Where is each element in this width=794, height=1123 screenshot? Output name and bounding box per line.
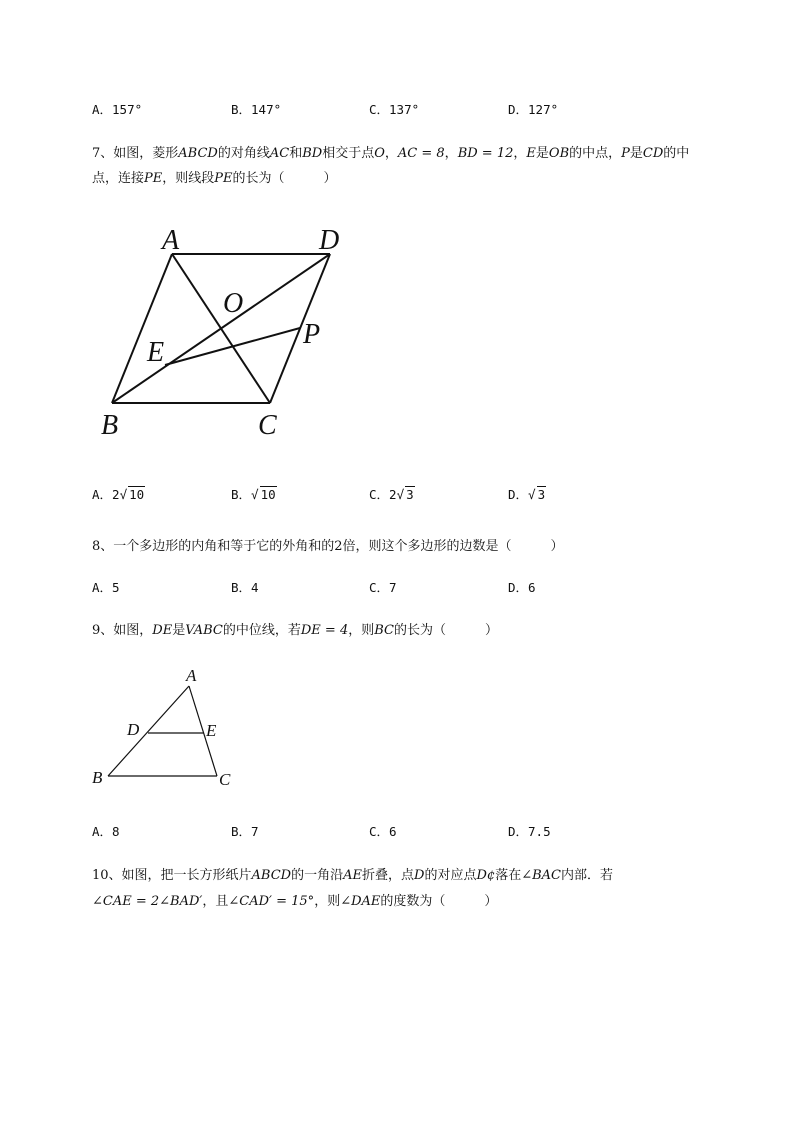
math-cd: CD (642, 146, 664, 161)
q8-option-a (92, 578, 120, 596)
label-b: B (92, 768, 103, 787)
text: ， (384, 146, 398, 161)
q6-option-b (231, 100, 281, 118)
q8-option-b (231, 578, 259, 596)
q9-option-d (508, 822, 551, 840)
text: 的度数为（ ） (380, 894, 498, 909)
option-letter: B． (231, 580, 252, 595)
math-abcd: ABCD (251, 868, 292, 883)
option-value: 127° (528, 102, 559, 117)
text: ，则 (314, 894, 341, 909)
q7-stem-line2 (92, 167, 337, 186)
math-d-prime: D¢ (476, 868, 496, 883)
text: 10、如图，把一长方形纸片 (92, 868, 252, 883)
edge-ab (108, 686, 189, 776)
label-c: C (258, 410, 277, 441)
sqrt-icon: √ (251, 487, 259, 502)
text: 落在 (495, 868, 522, 883)
math-abcd: ABCD (178, 146, 218, 161)
math-bd-eq: BD = 12 (457, 146, 514, 161)
label-d: D (319, 225, 340, 256)
option-radicand: 10 (260, 487, 276, 502)
option-letter: B． (231, 102, 252, 117)
q7-option-b (231, 485, 277, 503)
q9-triangle-figure (88, 664, 248, 794)
option-letter: B． (231, 824, 252, 839)
label-e: E (206, 721, 217, 740)
option-radicand: 10 (129, 487, 145, 502)
text: 相交于点 (322, 146, 375, 161)
sqrt-icon: √ (119, 487, 128, 502)
math-angle-bac: ∠BAC (521, 868, 561, 883)
q8-option-c (369, 578, 397, 596)
text: 折叠，点 (362, 868, 415, 883)
math-pe: PE (144, 171, 163, 186)
math-e: E (526, 146, 536, 161)
sqrt-icon: √ (396, 487, 405, 502)
q9-option-b (231, 822, 259, 840)
math-angle-cae-eq: ∠CAE = 2∠BAD′ (92, 894, 203, 909)
q7-option-c (369, 485, 415, 503)
q6-option-a (92, 100, 142, 118)
q9-option-c (369, 822, 397, 840)
text: 内部．若 (560, 868, 613, 883)
option-letter: A． (92, 487, 113, 502)
option-value: 8 (112, 824, 120, 839)
q7-rhombus-figure (95, 222, 355, 442)
text: 点，连接 (92, 171, 145, 186)
q7-option-a (92, 485, 145, 503)
option-coef: 2 (112, 487, 120, 502)
text: 的中 (663, 146, 690, 161)
text: 和 (289, 146, 303, 161)
text: ， (444, 146, 458, 161)
q8-option-d (508, 578, 536, 596)
math-ob: OB (548, 146, 570, 161)
option-value: 6 (528, 580, 536, 595)
math-angle-cad-eq: ∠CAD′ = 15° (228, 894, 315, 909)
label-a: A (162, 225, 180, 256)
text: ，则 (348, 623, 375, 638)
label-b: B (101, 410, 119, 441)
edge-ab (112, 254, 172, 403)
option-value: 7 (251, 824, 259, 839)
text: 的中位线，若 (222, 623, 301, 638)
option-value: 147° (251, 102, 282, 117)
q6-option-d (508, 100, 558, 118)
math-triangle-abc: VABC (185, 623, 223, 638)
q10-stem-line1 (92, 864, 613, 883)
math-de: DE (152, 623, 173, 638)
q10-stem-line2 (92, 890, 497, 909)
text: 是 (629, 146, 643, 161)
option-value: 7 (389, 580, 397, 595)
text: 7、如图，菱形 (92, 146, 179, 161)
label-e: E (147, 337, 165, 368)
text: 的中点， (569, 146, 622, 161)
math-ac: AC (269, 146, 290, 161)
option-letter: B． (231, 487, 252, 502)
option-letter: A． (92, 580, 113, 595)
sqrt-icon: √ (528, 487, 536, 502)
math-p: P (621, 146, 630, 161)
text: 的对角线 (217, 146, 270, 161)
option-value: 7.5 (528, 824, 551, 839)
option-letter: C． (369, 487, 390, 502)
option-value: 137° (389, 102, 420, 117)
math-ae: AE (343, 868, 363, 883)
math-pe: PE (214, 171, 233, 186)
text: 9、如图， (92, 623, 153, 638)
option-letter: C． (369, 102, 390, 117)
option-value: 5 (112, 580, 120, 595)
option-value: 157° (112, 102, 143, 117)
math-bc: BC (374, 623, 394, 638)
option-letter: C． (369, 580, 390, 595)
label-o: O (223, 288, 244, 319)
option-letter: D． (508, 824, 529, 839)
text: 的对应点 (424, 868, 477, 883)
segment-pe (165, 328, 300, 365)
q7-stem-line1 (92, 142, 689, 161)
text: ，则线段 (162, 171, 215, 186)
q9-stem (92, 619, 498, 638)
text: ， (513, 146, 527, 161)
option-letter: A． (92, 102, 113, 117)
q8-stem: 8、一个多边形的内角和等于它的外角和的2倍，则这个多边形的边数是（ ） (92, 539, 564, 554)
option-letter: C． (369, 824, 390, 839)
math-angle-dae: ∠DAE (340, 894, 381, 909)
q6-option-c (369, 100, 419, 118)
label-a: A (186, 666, 197, 685)
option-radicand: 3 (537, 487, 546, 502)
math-d: D (414, 868, 425, 883)
q7-option-d (508, 485, 546, 503)
math-de-eq: DE = 4 (300, 623, 349, 638)
text: 是 (535, 146, 549, 161)
option-value: 6 (389, 824, 397, 839)
option-letter: D． (508, 102, 529, 117)
text: 的长为（ ） (232, 171, 337, 186)
math-o: O (374, 146, 385, 161)
text: 是 (172, 623, 186, 638)
label-c: C (219, 770, 231, 789)
option-letter: A． (92, 824, 113, 839)
q9-option-a (92, 822, 120, 840)
math-ac-eq: AC = 8 (397, 146, 445, 161)
option-radicand: 3 (406, 487, 414, 502)
math-bd: BD (302, 146, 323, 161)
option-letter: D． (508, 487, 529, 502)
text: 的一角沿 (291, 868, 344, 883)
label-d: D (127, 720, 140, 739)
text: ，且 (202, 894, 229, 909)
option-value: 4 (251, 580, 259, 595)
option-letter: D． (508, 580, 529, 595)
text: 的长为（ ） (393, 623, 498, 638)
option-coef: 2 (389, 487, 397, 502)
label-p: P (303, 319, 321, 350)
